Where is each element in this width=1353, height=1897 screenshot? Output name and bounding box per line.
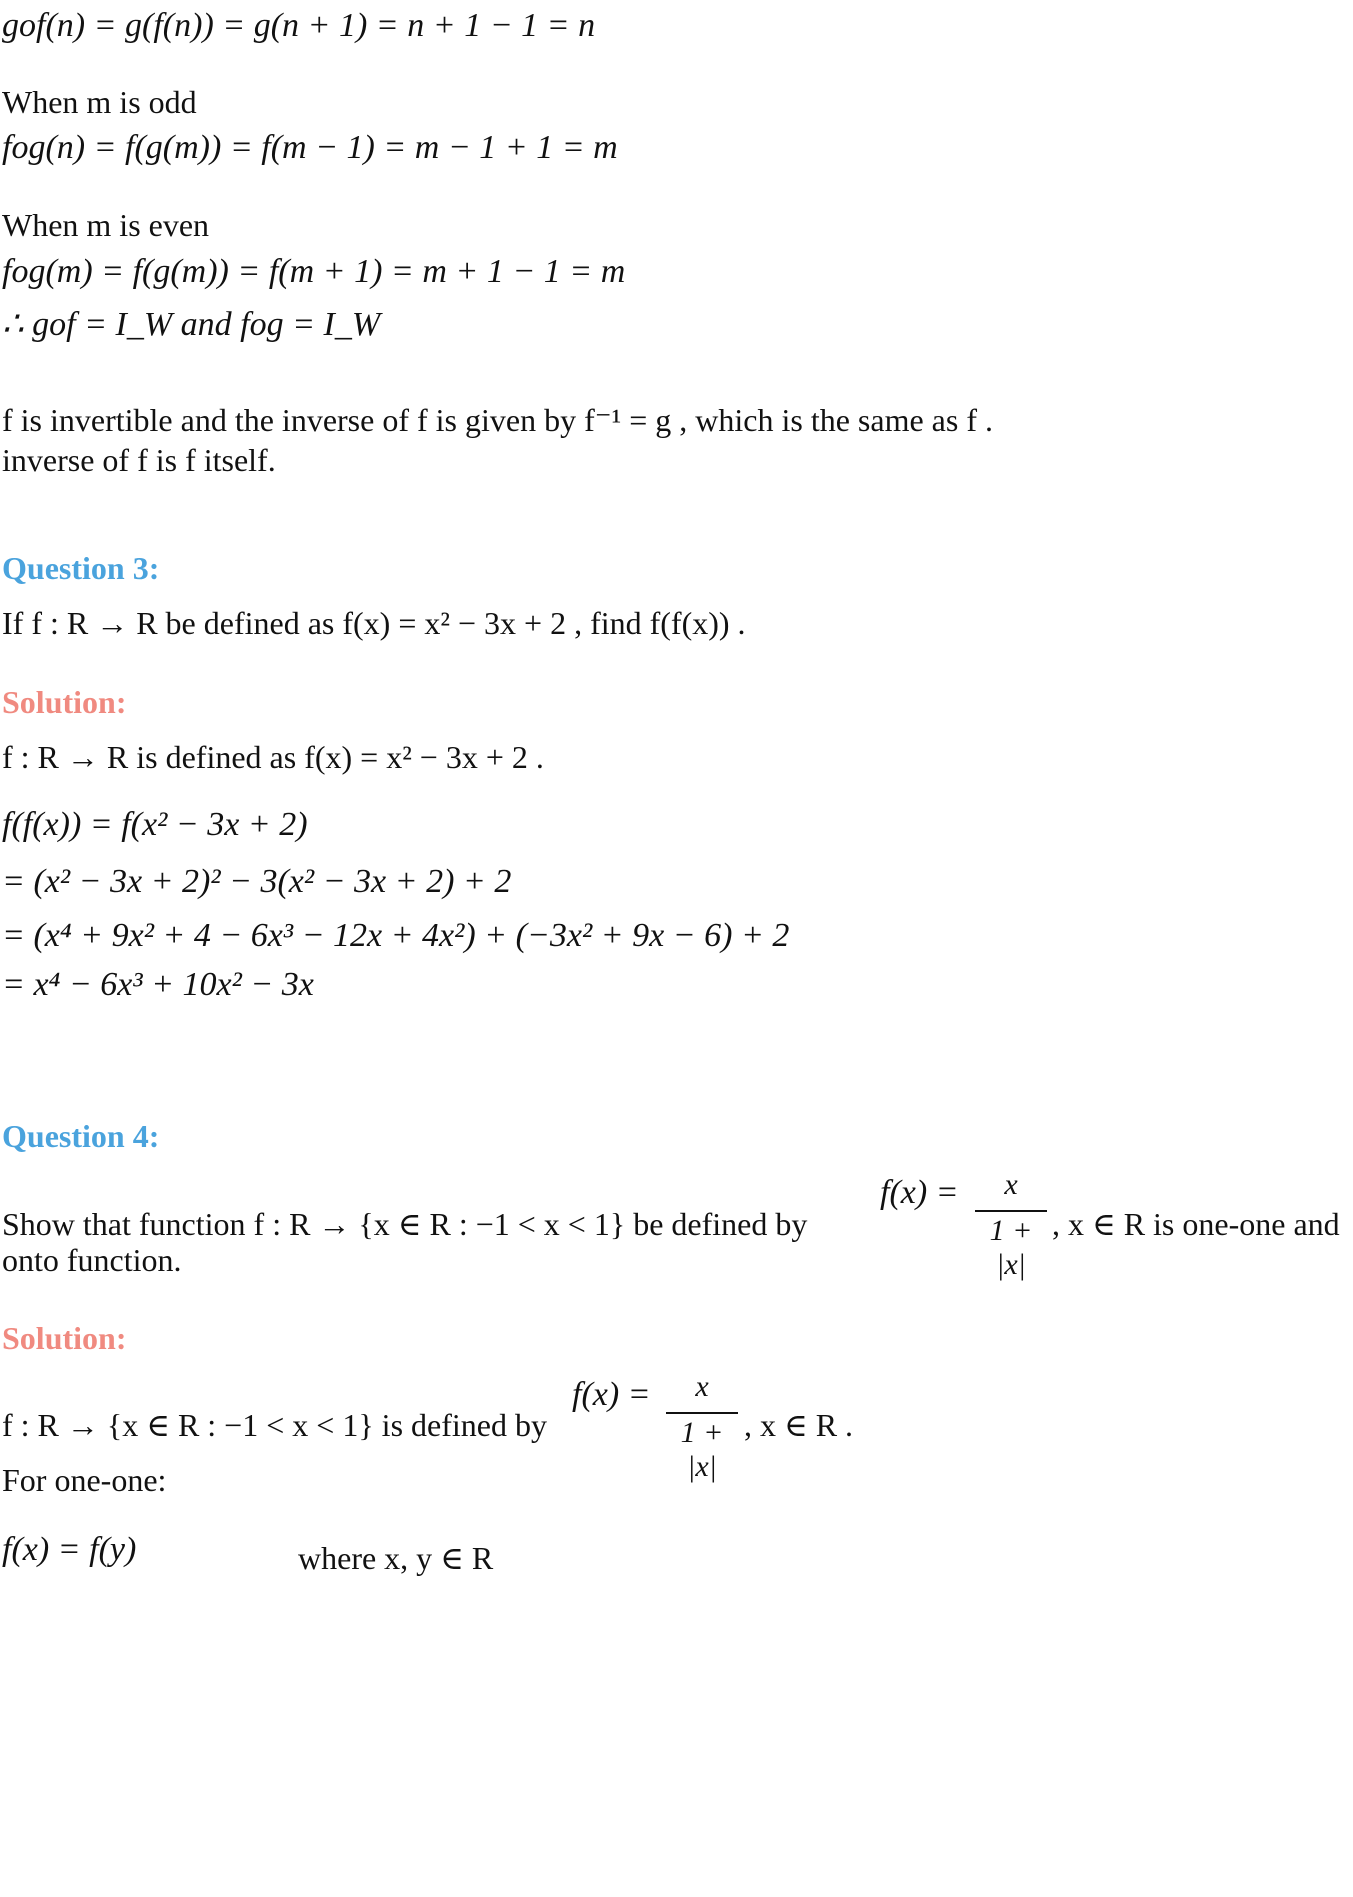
solution-4-fx-equals-fy: f(x) = f(y) <box>2 1531 137 1568</box>
question-4-numerator: x <box>1004 1168 1018 1201</box>
text-invertible: f is invertible and the inverse of f is given by f⁻¹ = g , which is the same as f . <box>2 402 993 438</box>
question-4-text-a: Show that function f : R → {x ∈ R : −1 < x < 1} be defined by <box>2 1206 808 1242</box>
solution-4-definition: f : R → {x ∈ R : −1 < x < 1} is defined by <box>2 1407 547 1443</box>
solution-3-result: = x⁴ − 6x³ + 10x² − 3x <box>2 966 314 1003</box>
solution-4-fraction-bar <box>666 1412 738 1414</box>
equation-fog-m: fog(m) = f(g(m)) = f(m + 1) = m + 1 − 1 = m <box>2 253 626 290</box>
solution-4-heading: Solution: <box>2 1320 127 1356</box>
solution-3-step-2: = (x² − 3x + 2)² − 3(x² − 3x + 2) + 2 <box>2 863 512 900</box>
question-3-heading: Question 3: <box>2 550 160 586</box>
question-4-text-c: onto function. <box>2 1242 182 1278</box>
text-when-m-even: When m is even <box>2 207 210 243</box>
solution-4-one-one-heading: For one-one: <box>2 1462 167 1498</box>
text-when-m-odd: When m is odd <box>2 84 197 120</box>
solution-4-where-xy: where x, y ∈ R <box>298 1540 494 1576</box>
question-4-fraction <box>975 1168 1047 1281</box>
question-3-text: If f : R → R be defined as f(x) = x² − 3x + 2 , find f(f(x)) . <box>2 605 746 641</box>
solution-4-fx: f(x) = <box>572 1376 651 1413</box>
text-inverse-itself: inverse of f is f itself. <box>2 442 276 478</box>
solution-4-denominator: 1 + |x| <box>680 1416 724 1483</box>
equation-gof-n: gof(n) = g(f(n)) = g(n + 1) = n + 1 − 1 = n <box>2 7 596 44</box>
solution-3-heading: Solution: <box>2 684 127 720</box>
solution-3-step-1: f(f(x)) = f(x² − 3x + 2) <box>2 806 308 843</box>
question-4-text-b: , x ∈ R is one-one and <box>1052 1206 1340 1242</box>
question-4-fraction-bar <box>975 1210 1047 1212</box>
question-4-denominator: 1 + |x| <box>989 1214 1033 1281</box>
question-4-fx: f(x) = <box>880 1174 959 1211</box>
solution-4-numerator: x <box>695 1370 709 1403</box>
equation-identity: ∴ gof = I_W and fog = I_W <box>2 306 381 343</box>
solution-3-step-3: = (x⁴ + 9x² + 4 − 6x³ − 12x + 4x²) + (−3x² + 9x − 6) + 2 <box>2 917 790 954</box>
solution-4-fraction <box>666 1370 738 1483</box>
solution-4-domain: , x ∈ R . <box>744 1407 854 1443</box>
equation-fog-n: fog(n) = f(g(m)) = f(m − 1) = m − 1 + 1 = m <box>2 129 618 166</box>
question-4-heading: Question 4: <box>2 1118 160 1154</box>
solution-3-definition: f : R → R is defined as f(x) = x² − 3x + 2 . <box>2 739 544 775</box>
